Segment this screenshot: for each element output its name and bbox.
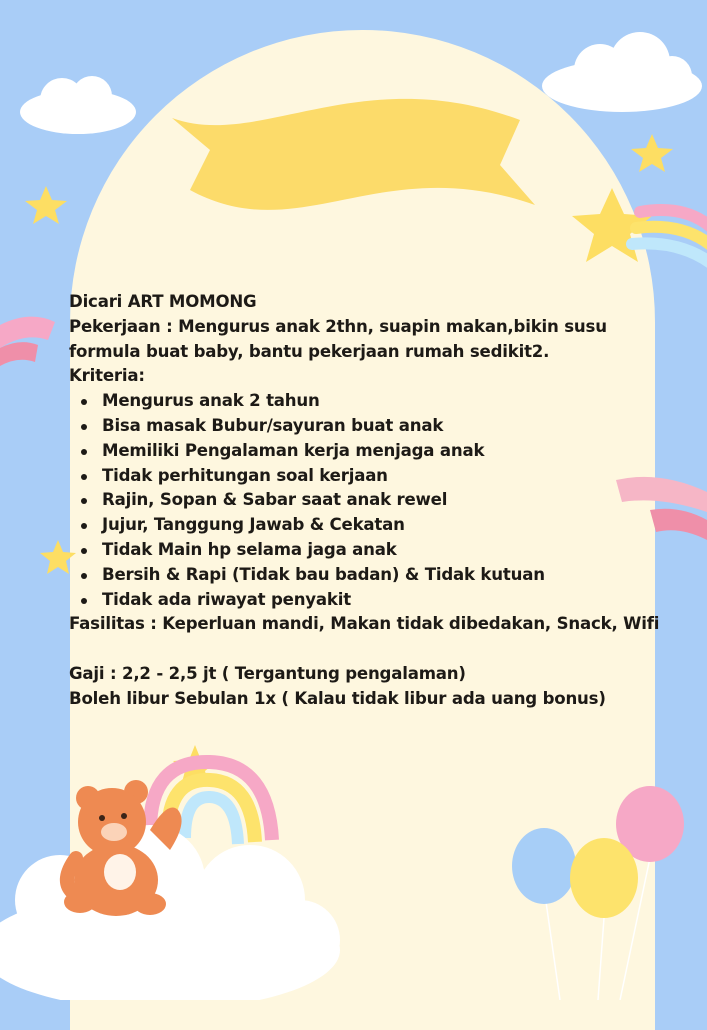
list-item: Memiliki Pengalaman kerja menjaga anak	[102, 439, 669, 464]
criteria-label: Kriteria:	[69, 366, 145, 386]
list-item: Tidak perhitungan soal kerjaan	[102, 464, 669, 489]
job-description: Pekerjaan : Mengurus anak 2thn, suapin makan,bikin susu formula buat baby, bantu pekerjaan rumah sedikit2.	[69, 316, 607, 361]
list-item: Tidak ada riwayat penyakit	[102, 588, 669, 613]
list-item: Bersih & Rapi (Tidak bau badan) & Tidak kutuan	[102, 563, 669, 588]
facilities: Fasilitas : Keperluan mandi, Makan tidak dibedakan, Snack, Wifi	[69, 614, 660, 634]
criteria-list	[69, 389, 669, 612]
posting-title: Dicari ART MOMONG	[69, 292, 257, 311]
list-item: Tidak Main hp selama jaga anak	[102, 538, 669, 563]
list-item: Jujur, Tanggung Jawab & Cekatan	[102, 513, 669, 538]
cloud-top-left	[20, 76, 136, 134]
cloud-bottom	[0, 825, 340, 1000]
list-item: Rajin, Sopan & Sabar saat anak rewel	[102, 488, 669, 513]
list-item: Bisa masak Bubur/sayuran buat anak	[102, 414, 669, 439]
salary: Gaji : 2,2 - 2,5 jt ( Tergantung pengalaman)	[69, 663, 466, 683]
cloud-top-right	[542, 32, 702, 112]
day-off: Boleh libur Sebulan 1x ( Kalau tidak libur ada uang bonus)	[69, 688, 606, 708]
pink-ribbon-left	[0, 317, 55, 366]
job-posting	[69, 290, 669, 712]
spacer	[69, 637, 669, 662]
balloons-icon	[512, 786, 684, 1000]
ribbon-banner	[172, 99, 535, 210]
list-item: Mengurus anak 2 tahun	[102, 389, 669, 414]
